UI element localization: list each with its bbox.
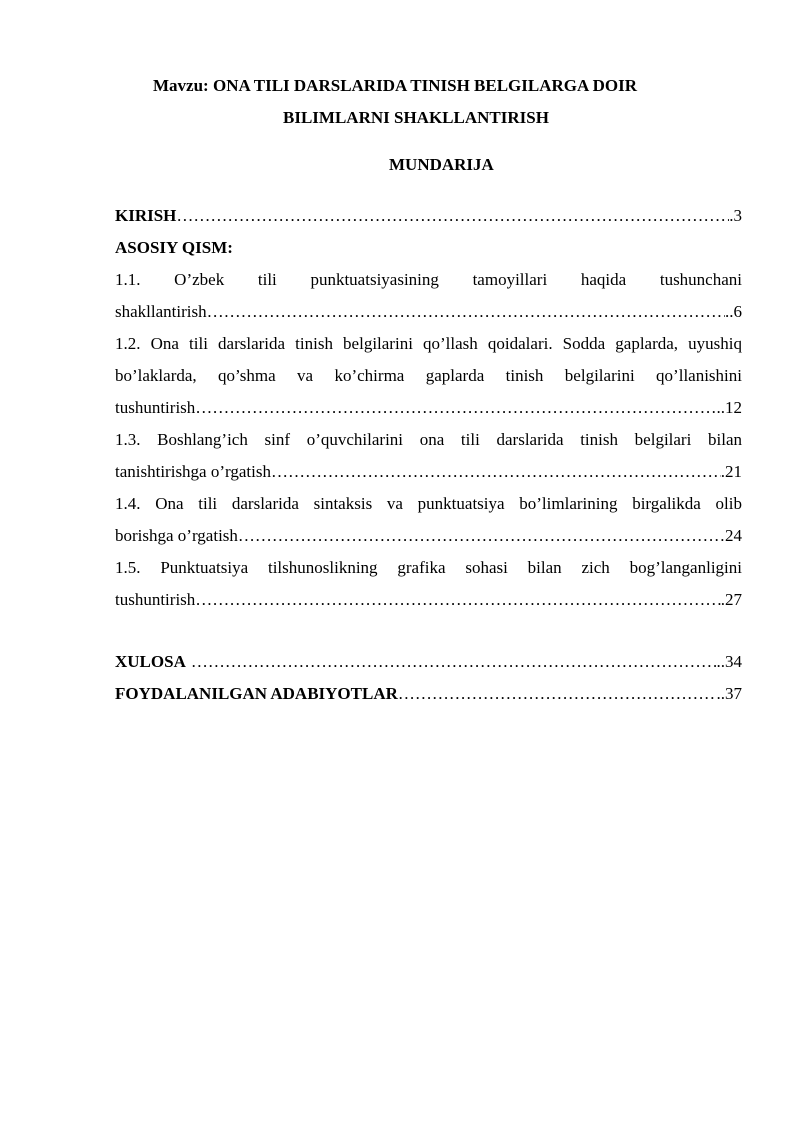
toc-intro-page: .3 — [729, 206, 742, 225]
toc-leader-dots — [195, 392, 716, 424]
toc-1-2-text: tushuntirish — [115, 398, 196, 417]
toc-entry-1-2-line-2: bo’laklarda, qo’shma va ko’chirma gaplarda tinish belgilarini qo’llanishini — [115, 366, 742, 385]
toc-entry-intro — [115, 200, 742, 232]
toc-leader-dots — [195, 584, 720, 616]
toc-entry-1-2-line-1: 1.2. Ona tili darslarida tinish belgilarini qo’llash qoidalari. Sodda gaplarda, uyushiq — [115, 334, 742, 353]
toc-leader-dots — [398, 678, 717, 710]
toc-references-page: ..37 — [716, 684, 742, 703]
toc-heading: MUNDARIJA — [389, 155, 494, 174]
document-title-line-2: BILIMLARNI SHAKLLANTIRISH — [283, 108, 549, 127]
toc-entry-conclusion — [115, 646, 742, 678]
toc-1-4-page: 24 — [725, 526, 742, 545]
toc-references-label: FOYDALANILGAN ADABIYOTLAR — [115, 684, 398, 703]
title-text-line-1: ONA TILI DARSLARIDA TINISH BELGILARGA DOIR — [212, 76, 637, 95]
toc-1-3-text: tanishtirishga o’rgatish — [115, 462, 271, 481]
toc-entry-1-4-line-1: 1.4. Ona tili darslarida sintaksis va punktuatsiya bo’limlarining birgalikda olib — [115, 494, 742, 513]
toc-leader-dots — [238, 520, 725, 552]
toc-1-2-page: ..12 — [716, 398, 742, 417]
toc-entry-1-1-line-2 — [115, 296, 742, 328]
toc-entry-1-5-line-2 — [115, 584, 742, 616]
toc-1-5-page: .27 — [720, 590, 742, 609]
toc-spacer — [115, 616, 742, 646]
toc-main-part-heading: ASOSIY QISM: — [115, 238, 233, 257]
toc-conclusion-page: ..34 — [716, 652, 742, 671]
toc-entry-1-1-line-1: 1.1. O’zbek tili punktuatsiyasining tamoyillari haqida tushunchani — [115, 270, 742, 289]
toc-entry-1-3-line-2 — [115, 456, 742, 488]
toc-leader-dots — [191, 646, 717, 678]
toc-1-1-page: ..6 — [725, 302, 742, 321]
table-of-contents — [115, 200, 742, 710]
toc-1-5-text: tushuntirish — [115, 590, 196, 609]
toc-entry-references — [115, 678, 742, 710]
toc-leader-dots — [271, 456, 721, 488]
title-prefix: Mavzu: — [153, 76, 213, 95]
toc-leader-dots — [207, 296, 725, 328]
toc-entry-1-4-line-2 — [115, 520, 742, 552]
toc-conclusion-label: XULOSA — [115, 652, 186, 671]
toc-1-4-text: borishga o’rgatish — [115, 526, 238, 545]
toc-entry-1-3-line-1: 1.3. Boshlang’ich sinf o’quvchilarini ona tili darslarida tinish belgilari bilan — [115, 430, 742, 449]
toc-1-1-text: shakllantirish — [115, 302, 207, 321]
toc-entry-1-2-line-3 — [115, 392, 742, 424]
document-title-line-1 — [115, 76, 742, 96]
toc-leader-dots — [176, 200, 729, 232]
toc-entry-1-5-line-1: 1.5. Punktuatsiya tilshunoslikning grafika sohasi bilan zich bog’langanligini — [115, 558, 742, 577]
toc-intro-label: KIRISH — [115, 206, 177, 225]
toc-1-3-page: .21 — [720, 462, 742, 481]
